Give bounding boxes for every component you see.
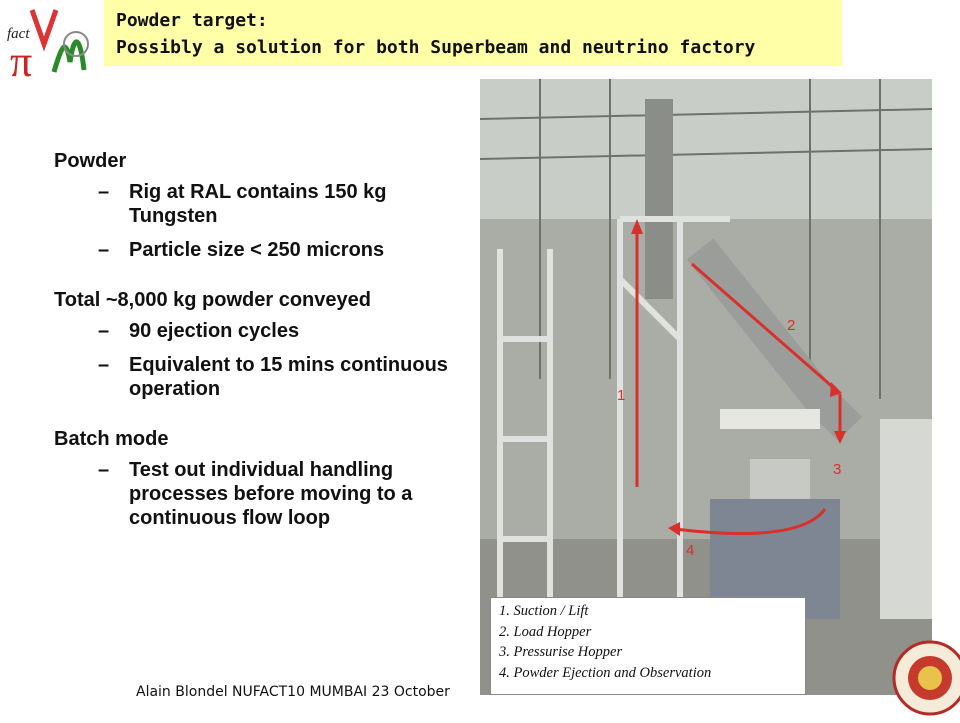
section-total <box>54 285 474 401</box>
title-line-1: Powder target: <box>116 10 268 31</box>
list-item-text: Equivalent to 15 mins continuous operation <box>129 354 448 400</box>
legend-item: 2. Load Hopper <box>499 623 592 640</box>
title-banner <box>104 0 842 66</box>
photo-legend <box>490 597 806 695</box>
photo-marker-4: 4 <box>686 542 695 559</box>
title-line-2: Possibly a solution for both Superbeam and neutrino factory <box>116 37 756 58</box>
photo-marker-1: 1 <box>617 387 626 404</box>
list-item <box>54 458 474 530</box>
list-item <box>54 353 474 401</box>
legend-item: 4. Powder Ejection and Observation <box>499 664 712 681</box>
legend-item: 1. Suction / Lift <box>499 603 589 619</box>
list-item-text: Test out individual handling processes before moving to a continuous flow loop <box>129 459 413 529</box>
dash-marker: – <box>98 239 110 261</box>
svg-text:fact: fact <box>7 26 30 42</box>
footer-text: Alain Blondel NUFACT10 MUMBAI 23 October <box>136 684 450 700</box>
legend-item: 3. Pressurise Hopper <box>499 644 623 660</box>
section-heading: Total ~8,000 kg powder conveyed <box>54 289 371 311</box>
list-item <box>54 180 474 228</box>
dash-marker: – <box>98 320 110 342</box>
fact-logo-icon <box>4 4 104 80</box>
section-heading: Batch mode <box>54 428 169 450</box>
dash-marker: – <box>98 459 110 481</box>
svg-text:π: π <box>10 37 33 80</box>
dash-marker: – <box>98 354 110 376</box>
list-item-text: Rig at RAL contains 150 kg Tungsten <box>129 181 387 227</box>
dash-marker: – <box>98 181 110 203</box>
section-heading: Powder <box>54 150 127 172</box>
list-item-text: 90 ejection cycles <box>129 320 300 342</box>
list-item <box>54 238 474 262</box>
list-item <box>54 319 474 343</box>
bullet-content <box>54 146 474 553</box>
section-powder <box>54 146 474 262</box>
section-batch <box>54 424 474 530</box>
list-item-text: Particle size < 250 microns <box>129 239 385 261</box>
photo-marker-3: 3 <box>833 461 842 478</box>
university-seal-icon <box>890 638 960 718</box>
photo-marker-2: 2 <box>787 317 796 334</box>
